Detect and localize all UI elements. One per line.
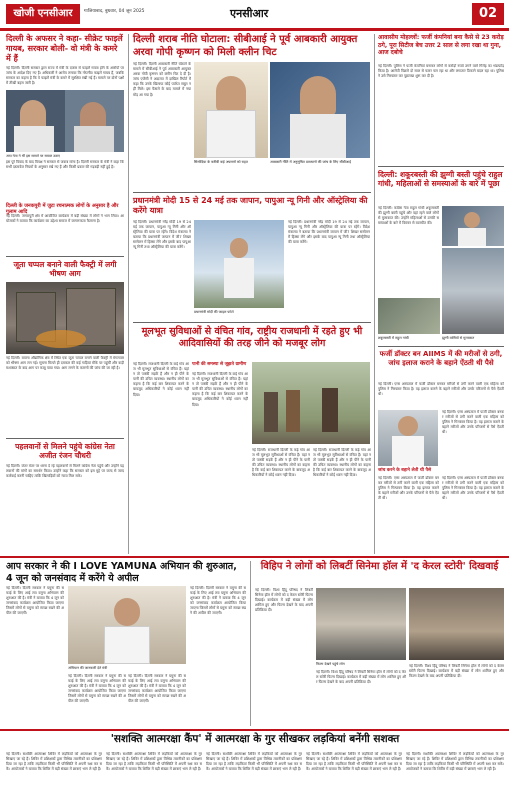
right-caption-left: शकूरबस्ती में राहुल गांधी: [378, 336, 409, 340]
right-body-2: नई दिल्ली। कांग्रेस नेता राहुल गांधी शकूरबस्ती की झुग्गी बस्ती पहुंचे और वहां रहने वाले लोगों से मुलाकात की। उन्होंने महिलाओं से उनकी समस्याओं के बारे में विस्तार से बातचीत की।: [378, 206, 439, 226]
center-main-body: नई दिल्ली। दिल्ली आबकारी नीति घोटाले के मामले में सीबीआई ने पूर्व आबकारी आयुक्त अरवा गोपी कृष्णन को क्लीन चिट दे दी है। जांच एजेंसी ने अदालत में दाखिल रिपोर्ट में कहा कि उनके खिलाफ कोई पर्याप्त सबूत नहीं मिले। इस फैसले के बाद मामले में नया मोड़ आ गया है।: [133, 62, 191, 97]
band2-body-5: नई दिल्ली। सशक्ति आत्मरक्षा शिविर में लड़कियों को आत्मरक्षा के गुर सिखाए जा रहे हैं। शिविर में प्रशिक्षकों द्वारा विभिन्न तकनीकों का प्रशिक्षण दिया जा रहा है ताकि लड़कियां किसी भी परिस्थिति में अपनी रक्षा कर सकें। आयोजकों ने बताया कि शिविर में बड़ी संख्या में छात्राएं भाग ले रही हैं।: [406, 752, 504, 772]
band-aap-headline: आप सरकार ने की I LOVE YAMUNA अभियान की शुरुआत, 4 जून को जनसंवाद में करेंगे ये अपील: [6, 561, 237, 584]
center-caption-left: सिसोदिया के करीबी कई अफसरों को राहत: [194, 160, 248, 164]
right-caption-right: झुग्गी वासियों से मुलाकात: [442, 336, 475, 340]
band-aap-body: नई दिल्ली। दिल्ली सरकार ने यमुना की सफाई के लिए आई लव यमुना अभियान की शुरुआत की है। मंत्री ने बताया कि 4 जून को जनसंवाद कार्यक्रम आयोजित किया जाएगा जिसमें लोगों से यमुना को स्वच्छ रखने की अपील की जाएगी।: [6, 586, 64, 616]
band-aap-caption: अभियान की जानकारी देते मंत्री: [68, 666, 108, 670]
person-figure: [300, 76, 336, 116]
right-headline-2: दिल्ली: शकूरबस्ती की झुग्गी बस्ती पहुंचे राहुल गांधी, महिलाओं से समस्याओं के बारे में पूछा: [378, 170, 503, 189]
center-caption-right: आबकारी नीति में अनुसूचित प्रावधानों की जांच के लिए सीबीआई: [270, 160, 351, 164]
divider: [6, 256, 124, 257]
center-main-headline: दिल्ली शराब नीति घोटाला: सीबीआई ने पूर्व आबकारी आयुक्त अरवा गोपी कृष्णन को मिली क्लीन चिट: [133, 34, 358, 58]
center-pm-caption: प्रधानमंत्री मोदी की फाइल फोटो: [194, 310, 234, 314]
center-basic-subhead: पानी की समस्या से जूझते ग्रामीण: [192, 362, 247, 367]
left-headline-2: दिल्ली के जनकपुरी में जुटा रचनात्मक लोगों के अनुसार है और गुलाम आदि: [6, 203, 119, 216]
left-body-1: नई दिल्ली। दिल्ली सरकार द्वारा राज्य में मंत्री के दफ्तर से फाइलें गायब होने के आरोपों पर जांच के आदेश दिए गए हैं। अधिकारी ने आरोप लगाया कि गोपनीय फाइलें गायब हैं, जबकि सरकार का कहना है कि वे फाइलें मंत्री के कमरे में सुरक्षित रखी गई हैं। मामले पर दोनों पक्षों में तीखी बहस जारी है।: [6, 66, 124, 86]
center-basic-photo: [252, 362, 370, 444]
left-headline-4: पहलवानों से मिलने पहुंचे कांग्रेस नेता अजीत रंजन चौधरी: [15, 442, 115, 461]
divider: [133, 192, 371, 193]
fire-figure: [36, 330, 86, 348]
left-photo-fire: [6, 282, 124, 354]
right-body-3c: नई दिल्ली। एम्स अस्पताल में फर्जी डॉक्टर बनकर मरीजों से ठगी करने वाली एक महिला को पुलिस ने गिरफ्तार किया है। वह इलाज कराने के बहाने मरीजों और उनके परिजनों से पैसे ऐंठती थी।: [378, 476, 439, 501]
band-kerala-caption: फिल्म देखने पहुंचे लोग: [316, 662, 345, 666]
right-headline-3: फर्जी डॉक्टर बन AIIMS में की मरीजों से ठगी, जांच इलाज कराने के बहाने ऐंठती थी पैसे: [379, 350, 503, 367]
right-body-3: नई दिल्ली। एम्स अस्पताल में फर्जी डॉक्टर बनकर मरीजों से ठगी करने वाली एक महिला को पुलिस ने गिरफ्तार किया है। वह इलाज कराने के बहाने मरीजों और उनके परिजनों से पैसे ऐंठती थी।: [378, 382, 504, 397]
person-figure: [458, 228, 486, 246]
band-kerala-photo-1: [316, 588, 406, 660]
left-body-3: नई दिल्ली। बवाना औद्योगिक क्षेत्र में स्थित एक जूता चप्पल बनाने वाली फैक्ट्री में मंगलवार को भीषण आग लग गई। सूचना मिलते ही दमकल की कई गाड़ियां मौके पर पहुंचीं और कड़ी मशक्कत के बाद आग पर काबू पाया गया। आग लगने के कारणों की जांच की जा रही है।: [6, 356, 124, 371]
right-doctor-photo: [378, 410, 438, 466]
person-figure: [264, 392, 278, 432]
band2-headline: 'सशक्ति आत्मरक्षा कैंप' में आत्मरक्षा के गुर सीखकर लड़कियां बनेंगी सशक्त: [110, 733, 400, 745]
person-figure: [398, 416, 418, 436]
masthead: [0, 0, 509, 28]
right-photo-bottom-left: [378, 298, 440, 334]
right-body-1: नई दिल्ली। पुलिस ने फर्जी कंपनियां बनाकर लोगों से करोड़ों रुपये ठगने वाले गिरोह का भंडाफोड़ किया है। आरोपी पिछले दो साल से फरार चल रहा था और लगातार ठिकाने बदल रहा था। पुलिस ने उसे गिरफ्तार कर पूछताछ शुरू कर दी है।: [378, 64, 504, 79]
divider: [378, 166, 504, 167]
person-figure: [14, 126, 54, 152]
band2-body-4: नई दिल्ली। सशक्ति आत्मरक्षा शिविर में लड़कियों को आत्मरक्षा के गुर सिखाए जा रहे हैं। शिविर में प्रशिक्षकों द्वारा विभिन्न तकनीकों का प्रशिक्षण दिया जा रहा है ताकि लड़कियां किसी भी परिस्थिति में अपनी रक्षा कर सकें। आयोजकों ने बताया कि शिविर में बड़ी संख्या में छात्राएं भाग ले रही हैं।: [306, 752, 402, 772]
band2-body-3: नई दिल्ली। सशक्ति आत्मरक्षा शिविर में लड़कियों को आत्मरक्षा के गुर सिखाए जा रहे हैं। शिविर में प्रशिक्षकों द्वारा विभिन्न तकनीकों का प्रशिक्षण दिया जा रहा है ताकि लड़कियां किसी भी परिस्थिति में अपनी रक्षा कर सकें। आयोजकों ने बताया कि शिविर में बड़ी संख्या में छात्राएं भाग ले रही हैं।: [206, 752, 302, 772]
center-basic-body-3: नई दिल्ली। राजधानी दिल्ली के कई गांव आज भी मूलभूत सुविधाओं से वंचित हैं। यहां न तो पक्की सड़कें हैं और न ही पीने के पानी की उचित व्यवस्था। स्थानीय लोगों का कहना है कि कई बार शिकायत करने के बावजूद अधिकारियों ने कोई ध्यान नहीं दिया।: [252, 448, 310, 478]
band-aap-body-4: नई दिल्ली। दिल्ली सरकार ने यमुना की सफाई के लिए आई लव यमुना अभियान की शुरुआत की है। मंत्री ने बताया कि 4 जून को जनसंवाद कार्यक्रम आयोजित किया जाएगा जिसमें लोगों से यमुना को स्वच्छ रखने की अपील की जाएगी।: [190, 586, 246, 616]
center-basic-body-4: नई दिल्ली। राजधानी दिल्ली के कई गांव आज भी मूलभूत सुविधाओं से वंचित हैं। यहां न तो पक्की सड़कें हैं और न ही पीने के पानी की उचित व्यवस्था। स्थानीय लोगों का कहना है कि कई बार शिकायत करने के बावजूद अधिकारियों ने कोई ध्यान नहीं दिया।: [313, 448, 371, 478]
column-divider: [250, 561, 251, 726]
band-kerala-photo-2: [409, 588, 504, 660]
band-kerala-body: नई दिल्ली। विश्व हिंदू परिषद ने लिबर्टी सिनेमा हॉल में लोगों को द केरल स्टोरी फिल्म दिखाई। कार्यक्रम में बड़ी संख्या में लोग शामिल हुए और फिल्म देखने के बाद अपनी प्रतिक्रिया दी।: [255, 588, 313, 613]
left-caption-1: आप नेता ने भी इस मामले पर सवाल उठाए: [6, 154, 60, 158]
person-figure: [464, 212, 480, 228]
center-photo-left: [194, 62, 268, 158]
band-kerala-body-2: नई दिल्ली। विश्व हिंदू परिषद ने लिबर्टी सिनेमा हॉल में लोगों को द केरल स्टोरी फिल्म दिखाई। कार्यक्रम में बड़ी संख्या में लोग शामिल हुए और फिल्म देखने के बाद अपनी प्रतिक्रिया दी।: [316, 670, 406, 685]
person-figure: [114, 598, 140, 626]
band-aap-body-2: नई दिल्ली। दिल्ली सरकार ने यमुना की सफाई के लिए आई लव यमुना अभियान की शुरुआत की है। मंत्री ने बताया कि 4 जून को जनसंवाद कार्यक्रम आयोजित किया जाएगा जिसमें लोगों से यमुना को स्वच्छ रखने की अपील की जाएगी।: [68, 674, 126, 704]
person-figure: [392, 436, 424, 466]
column-divider: [374, 34, 375, 554]
right-photo-bottom-right: [442, 248, 504, 334]
person-figure: [224, 258, 254, 298]
person-figure: [104, 626, 150, 664]
person-figure: [206, 110, 256, 158]
center-basic-body-2: नई दिल्ली। राजधानी दिल्ली के कई गांव आज भी मूलभूत सुविधाओं से वंचित हैं। यहां न तो पक्की सड़कें हैं और न ही पीने के पानी की उचित व्यवस्था। स्थानीय लोगों का कहना है कि कई बार शिकायत करने के बावजूद अधिकारियों ने कोई ध्यान नहीं दिया।: [192, 372, 248, 407]
dateline: गाजियाबाद, बुधवार, 04 जून 2025: [84, 9, 145, 14]
center-pm-photo: [194, 220, 284, 308]
divider: [133, 322, 371, 323]
band2-body-2: नई दिल्ली। सशक्ति आत्मरक्षा शिविर में लड़कियों को आत्मरक्षा के गुर सिखाए जा रहे हैं। शिविर में प्रशिक्षकों द्वारा विभिन्न तकनीकों का प्रशिक्षण दिया जा रहा है ताकि लड़कियां किसी भी परिस्थिति में अपनी रक्षा कर सकें। आयोजकों ने बताया कि शिविर में बड़ी संख्या में छात्राएं भाग ले रही हैं।: [106, 752, 202, 772]
center-basic-headline: मूलभूत सुविधाओं से वंचित गांव, राष्ट्रीय राजधानी में रहते हुए भी आदिवासियों की तरह जीने को मजबूर लोग: [141, 326, 363, 349]
person-figure: [290, 114, 346, 158]
page-number: 02: [472, 3, 504, 25]
right-subhead-3: जांच करने के बहाने लेती थी पैसे: [378, 468, 432, 473]
divider: [378, 346, 504, 347]
band-aap-body-3: नई दिल्ली। दिल्ली सरकार ने यमुना की सफाई के लिए आई लव यमुना अभियान की शुरुआत की है। मंत्री ने बताया कि 4 जून को जनसंवाद कार्यक्रम आयोजित किया जाएगा जिसमें लोगों से यमुना को स्वच्छ रखने की अपील की जाएगी।: [128, 674, 186, 704]
masthead-rule: [0, 28, 509, 31]
right-body-3b: नई दिल्ली। एम्स अस्पताल में फर्जी डॉक्टर बनकर मरीजों से ठगी करने वाली एक महिला को पुलिस ने गिरफ्तार किया है। वह इलाज कराने के बहाने मरीजों और उनके परिजनों से पैसे ऐंठती थी।: [442, 410, 504, 435]
band-kerala-headline: विहिप ने लोगों को लिबर्टी सिनेमा हॉल में 'द केरल स्टोरी' दिखवाई: [260, 561, 499, 572]
center-pm-body: नई दिल्ली। प्रधानमंत्री नरेंद्र मोदी 19 से 24 मई तक जापान, पापुआ न्यू गिनी और ऑस्ट्रेलिया की यात्रा पर रहेंगे। विदेश मंत्रालय ने बताया कि प्रधानमंत्री जापान में जी7 शिखर सम्मेलन में हिस्सा लेंगे और इसके बाद पापुआ न्यू गिनी तथा ऑस्ट्रेलिया की यात्रा करेंगे।: [133, 220, 191, 250]
column-divider: [128, 34, 129, 554]
left-headline-1: दिल्ली के अफसर ने कहा- सीक्रेट फाइलें गायब, सरकार बोली- वो मंत्री के कमरे में हैं: [6, 34, 123, 63]
person-figure: [216, 76, 246, 112]
left-headline-3: जूता चप्पल बनाने वाली फैक्ट्री में लगी भीषण आग: [13, 260, 117, 279]
person-figure: [74, 126, 114, 152]
band2-body-1: नई दिल्ली। सशक्ति आत्मरक्षा शिविर में लड़कियों को आत्मरक्षा के गुर सिखाए जा रहे हैं। शिविर में प्रशिक्षकों द्वारा विभिन्न तकनीकों का प्रशिक्षण दिया जा रहा है ताकि लड़कियां किसी भी परिस्थिति में अपनी रक्षा कर सकें। आयोजकों ने बताया कि शिविर में बड़ी संख्या में छात्राएं भाग ले रही हैं।: [6, 752, 102, 772]
section-title: एनसीआर: [230, 7, 269, 20]
right-headline-1: आवासीय मोहल्लों: फर्जी कंपनियां बना कैसे से 23 करोड़ ठगे, पूरा सिटीज बेच उत्तर 2 साल से लगा रखा था गुना, आज दबोचे: [378, 34, 504, 56]
right-body-3d: नई दिल्ली। एम्स अस्पताल में फर्जी डॉक्टर बनकर मरीजों से ठगी करने वाली एक महिला को पुलिस ने गिरफ्तार किया है। वह इलाज कराने के बहाने मरीजों और उनके परिजनों से पैसे ऐंठती थी।: [442, 476, 504, 501]
band-aap-photo: [68, 586, 186, 664]
band-kerala-body-3: नई दिल्ली। विश्व हिंदू परिषद ने लिबर्टी सिनेमा हॉल में लोगों को द केरल स्टोरी फिल्म दिखाई। कार्यक्रम में बड़ी संख्या में लोग शामिल हुए और फिल्म देखने के बाद अपनी प्रतिक्रिया दी।: [409, 664, 504, 679]
person-figure: [230, 238, 248, 258]
center-pm-headline: प्रधानमंत्री मोदी 15 से 24 मई तक जापान, पापुआ न्यू गिनी और ऑस्ट्रेलिया की करेंगे यात्रा: [133, 196, 368, 215]
left-body-4: नई दिल्ली। जंतर मंतर पर धरना दे रहे पहलवानों से मिलने कांग्रेस नेता पहुंचे और उन्होंने पहलवानों की मांगों का समर्थन किया। उन्होंने कहा कि सरकार को इस मुद्दे पर जल्द से जल्द कार्रवाई करनी चाहिए ताकि खिलाड़ियों को न्याय मिल सके।: [6, 464, 124, 479]
person-figure: [286, 390, 300, 432]
left-photo-1: [6, 90, 124, 152]
left-body-2: नई दिल्ली। जनकपुरी क्षेत्र में आयोजित कार्यक्रम में बड़ी संख्या में लोगों ने भाग लिया। आयोजकों ने बताया कि कार्यक्रम का उद्देश्य समाज में जागरूकता फैलाना है।: [6, 214, 124, 224]
center-basic-body: नई दिल्ली। राजधानी दिल्ली के कई गांव आज भी मूलभूत सुविधाओं से वंचित हैं। यहां न तो पक्की सड़कें हैं और न ही पीने के पानी की उचित व्यवस्था। स्थानीय लोगों का कहना है कि कई बार शिकायत करने के बावजूद अधिकारियों ने कोई ध्यान नहीं दिया।: [133, 362, 189, 397]
left-body-1b: इस पूरे विवाद के बाद विपक्ष ने सरकार से जवाब मांगा है। दिल्ली सरकार के मंत्री ने कहा कि सभी दस्तावेज नियमों के अनुसार रखे गए हैं और किसी प्रकार की गड़बड़ी नहीं हुई है।: [6, 160, 124, 170]
center-photo-right: [270, 62, 370, 158]
band-rule: [0, 729, 509, 731]
band-rule: [0, 556, 509, 558]
right-photo-top: [442, 206, 504, 246]
center-pm-body-2: नई दिल्ली। प्रधानमंत्री नरेंद्र मोदी 19 से 24 मई तक जापान, पापुआ न्यू गिनी और ऑस्ट्रेलिया की यात्रा पर रहेंगे। विदेश मंत्रालय ने बताया कि प्रधानमंत्री जापान में जी7 शिखर सम्मेलन में हिस्सा लेंगे और इसके बाद पापुआ न्यू गिनी तथा ऑस्ट्रेलिया की यात्रा करेंगे।: [288, 220, 370, 245]
person-figure: [322, 388, 338, 432]
logo: खोजी एनसीआर: [6, 4, 80, 24]
divider: [6, 438, 124, 439]
